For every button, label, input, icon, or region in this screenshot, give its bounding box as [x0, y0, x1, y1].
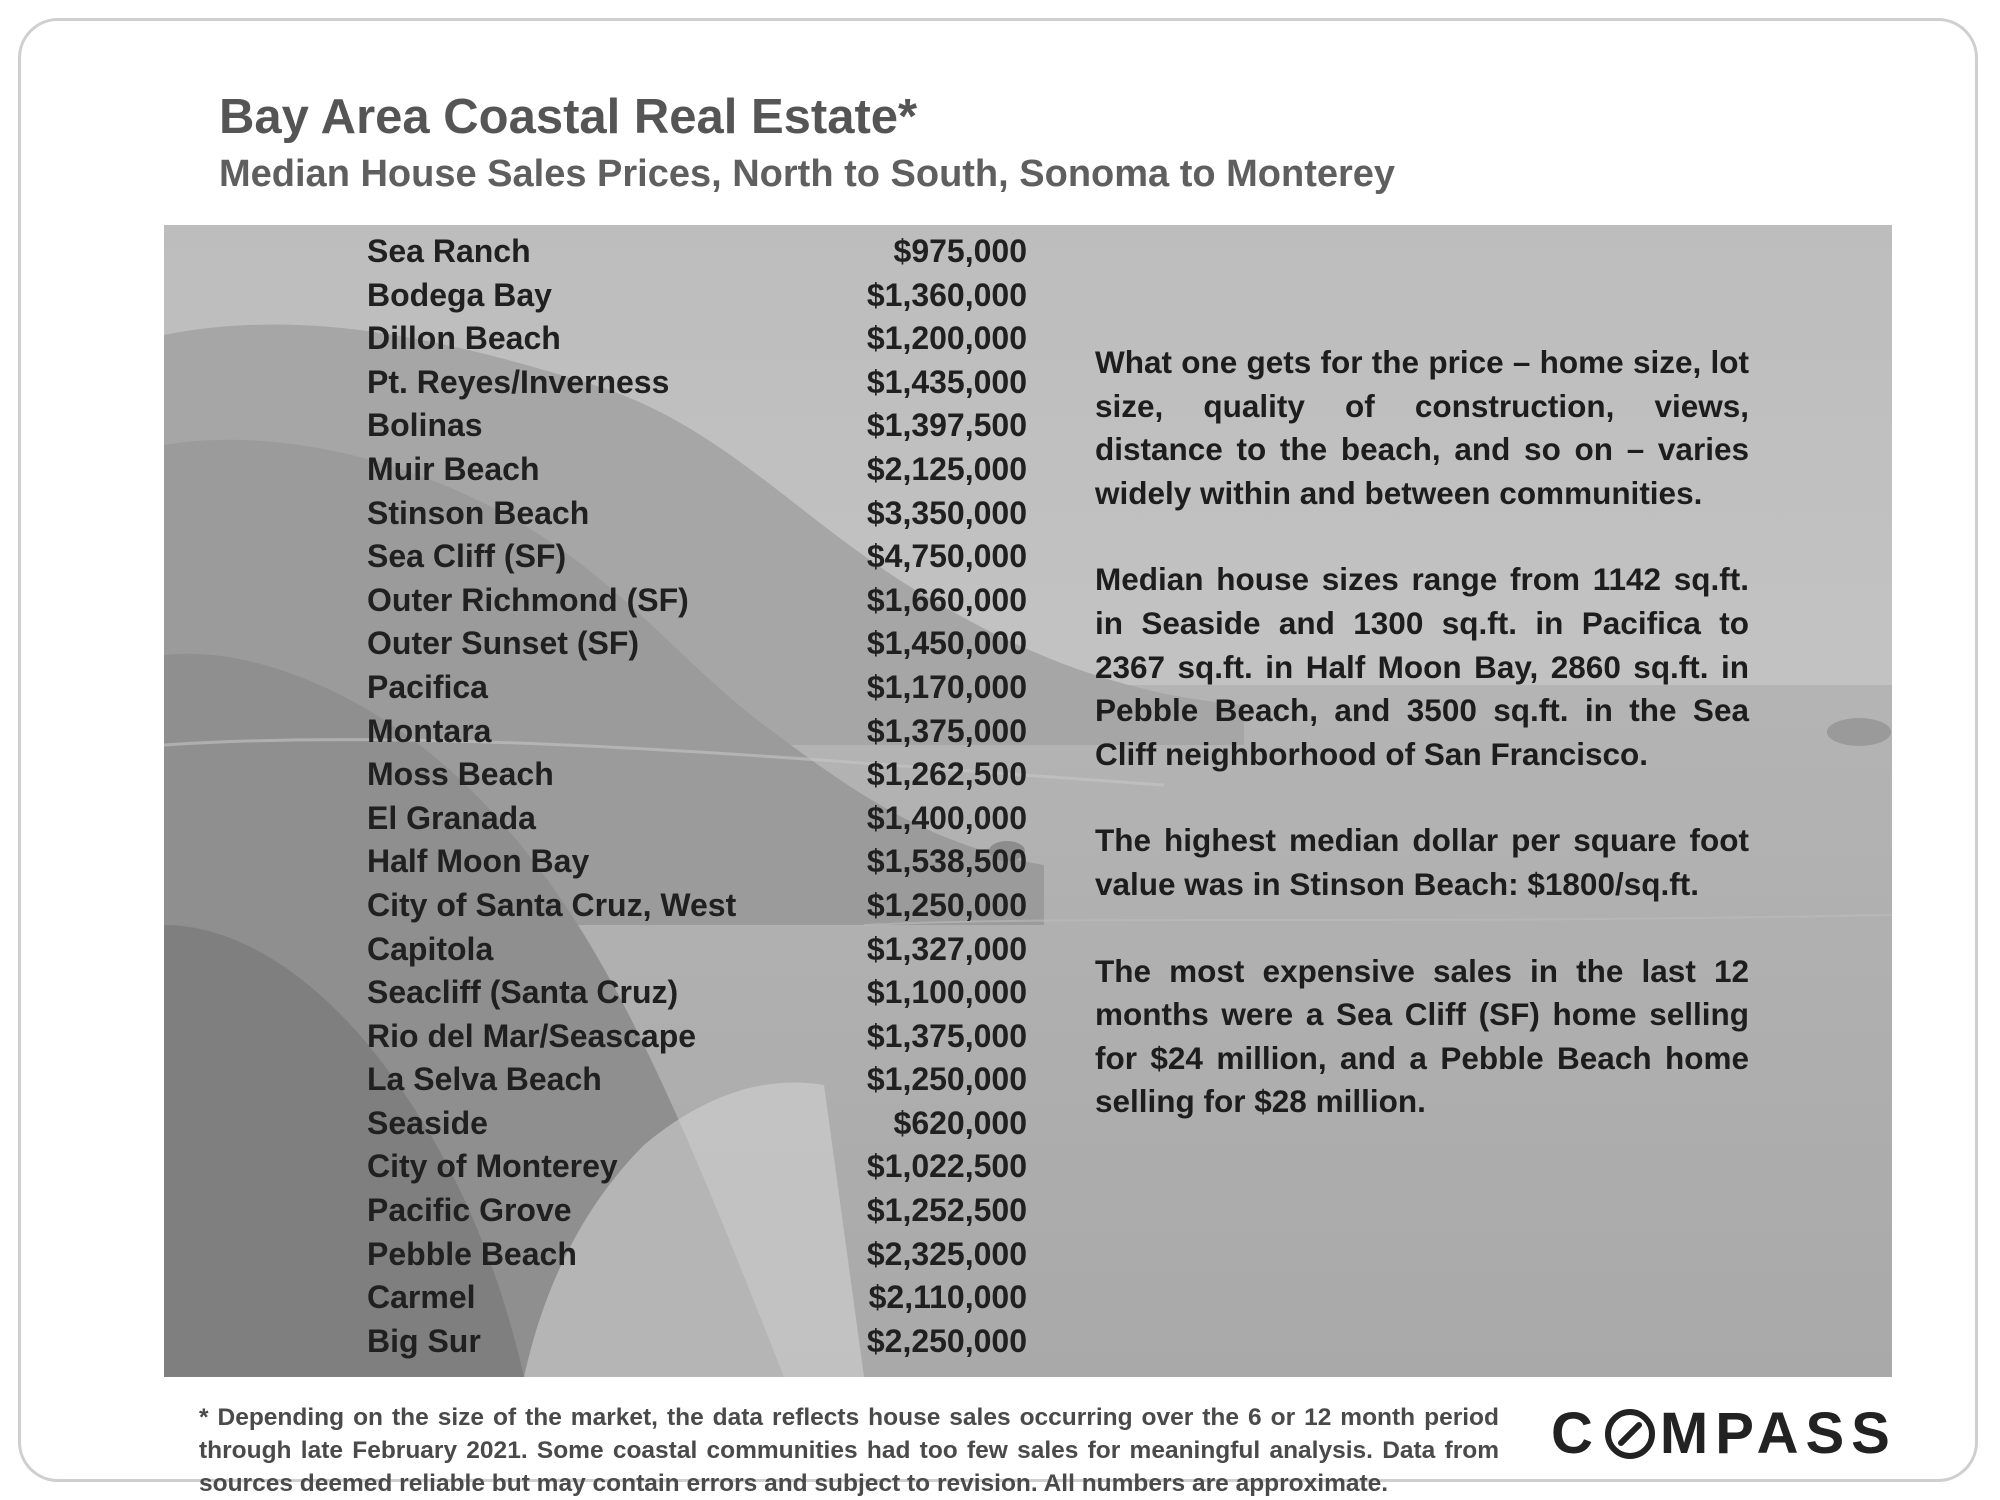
table-row — [367, 971, 1027, 1015]
table-row — [367, 1320, 1027, 1364]
median-price: $975,000 — [893, 233, 1027, 269]
table-row — [367, 797, 1027, 841]
commentary-notes — [1095, 341, 1749, 1167]
table-row — [367, 753, 1027, 797]
page-title: Bay Area Coastal Real Estate* — [219, 90, 918, 144]
community-name: Outer Sunset (SF) — [367, 625, 640, 662]
community-name: Muir Beach — [367, 450, 540, 487]
community-name: Bolinas — [367, 407, 483, 444]
median-price: $2,125,000 — [866, 450, 1027, 487]
table-row — [367, 1145, 1027, 1189]
table-row — [367, 535, 1027, 579]
slide-card — [18, 18, 1978, 1497]
note-paragraph: What one gets for the price – home size, lot size, quality of construction, views, distance to the beach, and so on – varies widely within and between communities. — [1095, 344, 1749, 511]
community-name: Carmel — [367, 1279, 476, 1316]
note-paragraph: The most expensive sales in the last 12 months were a Sea Cliff (SF) home selling for $24 million, and a Pebble Beach home selling for $28 million. — [1095, 952, 1749, 1120]
median-price: $2,110,000 — [868, 1279, 1027, 1316]
median-price: $1,375,000 — [866, 1017, 1027, 1054]
community-name: City of Santa Cruz, West — [367, 886, 737, 923]
median-price: $1,400,000 — [866, 799, 1027, 836]
table-row — [367, 579, 1027, 623]
table-row — [367, 1058, 1027, 1102]
median-price: $1,660,000 — [866, 581, 1027, 618]
compass-o-icon — [1603, 1399, 1657, 1469]
table-row — [367, 710, 1027, 754]
community-name: Big Sur — [367, 1322, 481, 1359]
community-name: El Granada — [367, 799, 536, 836]
median-price: $2,325,000 — [866, 1235, 1027, 1272]
median-price: $2,250,000 — [866, 1322, 1027, 1359]
table-row — [367, 1233, 1027, 1277]
median-price: $1,435,000 — [866, 363, 1027, 400]
median-price: $1,375,000 — [866, 712, 1027, 749]
table-row — [367, 1102, 1027, 1146]
median-price: $1,200,000 — [866, 320, 1027, 357]
community-name: Dillon Beach — [367, 320, 561, 357]
median-price: $1,262,500 — [866, 756, 1027, 793]
footnote: * Depending on the size of the market, the data reflects house sales occurring over the 6 or 12 month period through late February 2021. Some coastal communities had too few sales for meaningful analysis. Data from sources deemed reliable but may contain errors and subject to revision. All numbers are approximate. — [199, 1404, 1499, 1497]
table-row — [367, 448, 1027, 492]
median-price: $1,170,000 — [866, 668, 1027, 705]
median-price: $1,327,000 — [866, 930, 1027, 967]
community-name: Outer Richmond (SF) — [367, 581, 689, 618]
table-row — [367, 230, 1027, 274]
community-name: Sea Cliff (SF) — [367, 538, 567, 575]
table-row — [367, 666, 1027, 710]
community-name: City of Monterey — [367, 1148, 618, 1185]
table-row — [367, 1276, 1027, 1320]
community-name: Bodega Bay — [367, 276, 552, 313]
median-price: $1,250,000 — [866, 886, 1027, 923]
table-row — [367, 274, 1027, 318]
logo-text-end: MPASS — [1659, 1401, 1897, 1466]
median-price: $1,100,000 — [866, 974, 1027, 1011]
median-price: $1,022,500 — [866, 1148, 1027, 1185]
median-price: $1,397,500 — [866, 407, 1027, 444]
table-row — [367, 1189, 1027, 1233]
table-row — [367, 622, 1027, 666]
median-price: $1,250,000 — [866, 1061, 1027, 1098]
median-price: $3,350,000 — [866, 494, 1027, 531]
community-name: Half Moon Bay — [367, 843, 590, 880]
median-price-table — [367, 230, 1027, 1363]
community-name: La Selva Beach — [367, 1061, 602, 1098]
community-name: Pacific Grove — [367, 1192, 572, 1229]
note-paragraph: Median house sizes range from 1142 sq.ft. in Seaside and 1300 sq.ft. in Pacifica to 2367 sq.ft. in Half Moon Bay, 2860 sq.ft. in Pebble Beach, and 3500 sq.ft. in the Sea Cliff neighborhood of San Francisco. — [1095, 561, 1749, 772]
logo-text-start: C — [1551, 1401, 1600, 1466]
community-name: Seaside — [367, 1104, 488, 1141]
table-row — [367, 884, 1027, 928]
median-price: $1,252,500 — [866, 1192, 1027, 1229]
community-name: Capitola — [367, 930, 494, 967]
median-price: $4,750,000 — [866, 538, 1027, 575]
community-name: Pacifica — [367, 668, 488, 705]
community-name: Rio del Mar/Seascape — [367, 1017, 697, 1054]
page-subtitle: Median House Sales Prices, North to South, Sonoma to Monterey — [219, 153, 1396, 195]
table-row — [367, 928, 1027, 972]
community-name: Stinson Beach — [367, 494, 590, 531]
community-name: Sea Ranch — [367, 233, 531, 269]
note-paragraph: The highest median dollar per square foot value was in Stinson Beach: $1800/sq.ft. — [1095, 822, 1749, 902]
median-price: $1,450,000 — [866, 625, 1027, 662]
table-row — [367, 317, 1027, 361]
table-row — [367, 492, 1027, 536]
community-name: Pt. Reyes/Inverness — [367, 363, 670, 400]
community-name: Pebble Beach — [367, 1235, 577, 1272]
table-row — [367, 361, 1027, 405]
table-row — [367, 1015, 1027, 1059]
coastal-background-photo — [164, 225, 1892, 1377]
median-price: $1,538,500 — [866, 843, 1027, 880]
median-price: $1,360,000 — [866, 276, 1027, 313]
compass-logo — [1551, 1399, 1897, 1469]
community-name: Moss Beach — [367, 756, 554, 793]
community-name: Seacliff (Santa Cruz) — [367, 974, 679, 1011]
median-price: $620,000 — [893, 1104, 1027, 1141]
community-name: Montara — [367, 712, 492, 749]
table-row — [367, 404, 1027, 448]
table-row — [367, 840, 1027, 884]
